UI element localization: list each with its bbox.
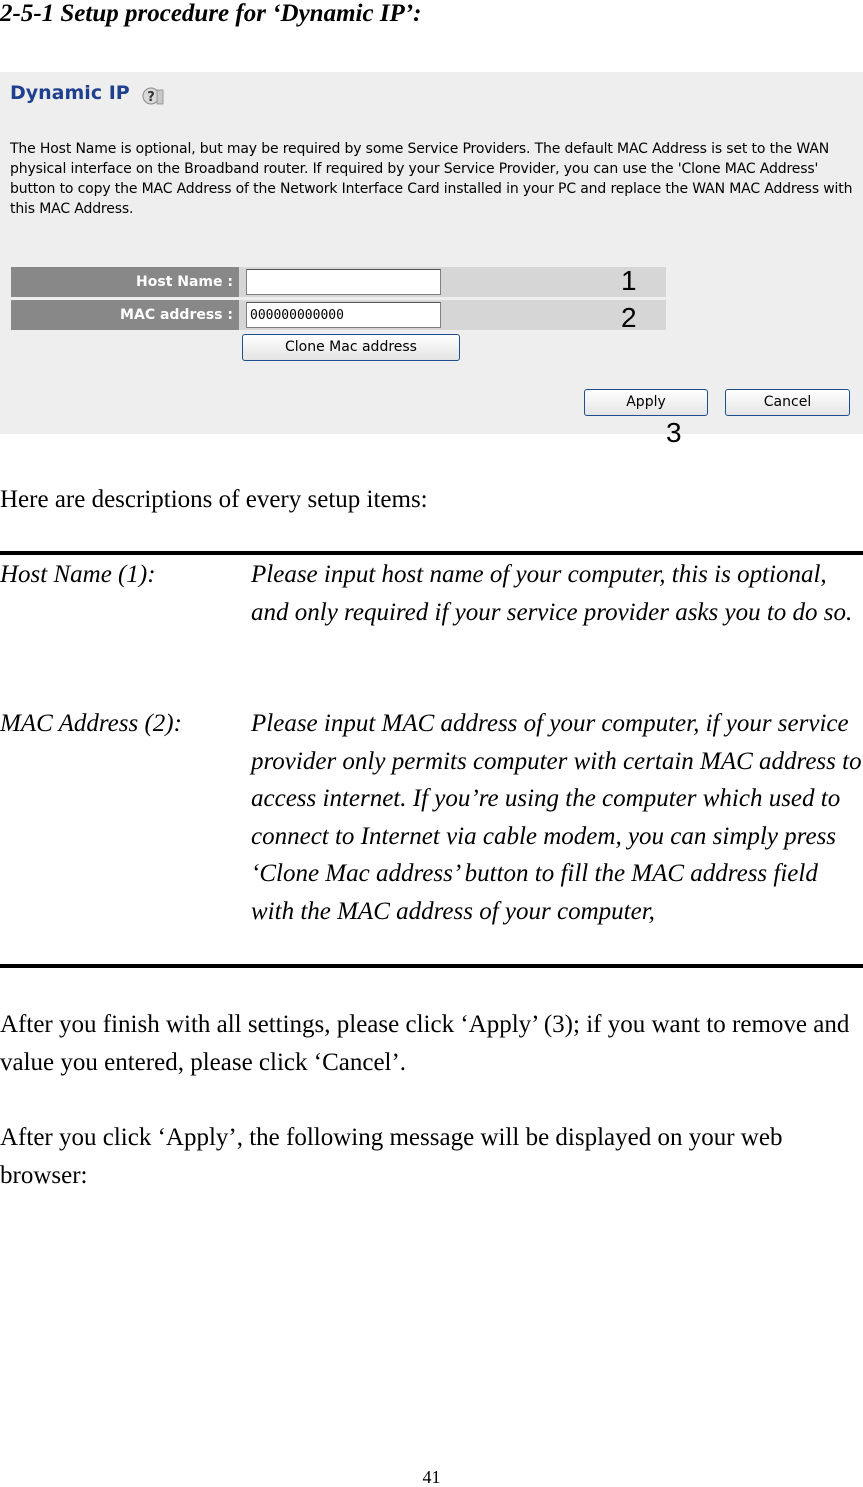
definition-desc-mac-address: Please input MAC address of your computer, if your service provider only permits computer with certain MAC address to access internet. If you’re using the computer which used to connect to Internet via cable modem, you can simply press ‘Clone Mac address’ button to fill the MAC address field with the MAC address of your computer,: [251, 710, 862, 925]
table-top-rule: [0, 551, 863, 555]
mac-address-input[interactable]: [246, 302, 441, 328]
definition-term-mac-address: MAC Address (2):: [0, 710, 182, 737]
cancel-button[interactable]: Cancel: [725, 389, 850, 416]
host-name-input[interactable]: [246, 269, 441, 295]
clone-mac-address-button[interactable]: Clone Mac address: [242, 334, 460, 361]
host-name-label: Host Name :: [11, 267, 239, 297]
table-bottom-rule: [0, 964, 863, 968]
after-settings-text: After you finish with all settings, please click ‘Apply’ (3); if you want to remove and value you entered, please click ‘Cancel’.: [0, 1011, 850, 1076]
after-apply-text: After you click ‘Apply’, the following message will be displayed on your web browser:: [0, 1124, 783, 1189]
panel-title: Dynamic IP: [10, 82, 130, 104]
definition-term-host-name: Host Name (1):: [0, 561, 156, 588]
mac-address-label: MAC address :: [11, 300, 239, 330]
dynamic-ip-screenshot: [0, 72, 863, 448]
help-question-icon[interactable]: [142, 86, 164, 106]
callout-2: 2: [621, 302, 637, 333]
intro-text: Here are descriptions of every setup items:: [0, 486, 428, 513]
page-number: 41: [422, 1467, 441, 1487]
callout-1: 1: [621, 265, 637, 296]
section-heading: 2-5-1 Setup procedure for ‘Dynamic IP’:: [0, 0, 422, 27]
callout-3: 3: [666, 417, 682, 448]
definition-desc-host-name: Please input host name of your computer, this is optional, and only required if your service provider asks you to do so.: [251, 561, 853, 626]
svg-text:?: ?: [147, 90, 155, 105]
apply-button[interactable]: Apply: [584, 389, 708, 416]
panel-description: The Host Name is optional, but may be required by some Service Providers. The default MAC Address is set to the WAN physical interface on the Broadband router. If required by your Service Provider, you can use the 'Clone MAC Address' button to copy the MAC Address of the Network Interface Card installed in your PC and replace the WAN MAC Address with this MAC Address.: [10, 141, 853, 217]
